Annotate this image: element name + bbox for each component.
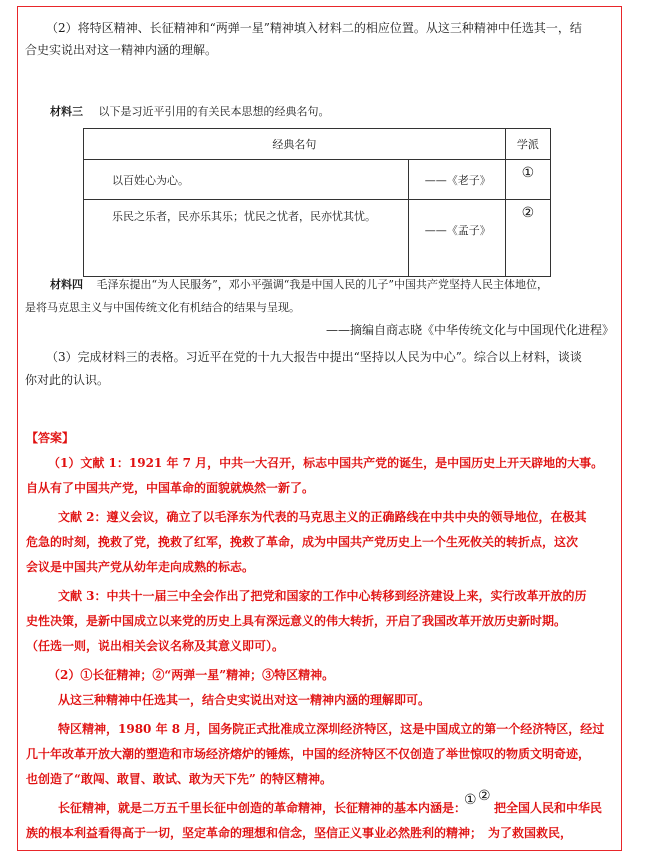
table-row bbox=[84, 200, 551, 277]
material-4-text-line: 毛泽东提出“为人民服务”，邓小平强调“我是中国人民的儿子”中国共产党坚持人民主体地位， bbox=[96, 278, 548, 291]
answer-line: 特区精神，1980 年 8 月，国务院正式批准成立深圳经济特区，这是中国成立的第一个经济特区，经过 bbox=[58, 722, 605, 736]
material-3-label: 材料三 bbox=[50, 105, 83, 118]
material-3-intro bbox=[50, 105, 330, 119]
material-3-intro-text: 以下是习近平引用的有关民本思想的经典名句。 bbox=[98, 105, 330, 118]
answer-line: 文献 2：遵义会议，确立了以毛泽东为代表的马克思主义的正确路线在中共中央的领导地位，在极其 bbox=[58, 510, 587, 524]
answer-line: 文献 3：中共十一届三中全会作出了把党和国家的工作中心转移到经济建设上来，实行改革开放的历 bbox=[58, 589, 587, 603]
question-2-text-cont: 合史实说出对这一精神内涵的理解。 bbox=[25, 43, 218, 57]
material-4-text-cont: 是将马克思主义与中国传统文化有机结合的结果与呈现。 bbox=[25, 301, 300, 314]
answer-line: 从这三种精神中任选其一，结合史实说出对这一精神内涵的理解即可。 bbox=[58, 693, 431, 707]
answer-line: 危急的时刻，挽救了党，挽救了红军，挽救了革命，成为中国共产党历史上一个生死攸关的转折点，这次 bbox=[26, 535, 579, 549]
table-header-row bbox=[84, 129, 551, 160]
table-header-school: 学派 bbox=[505, 129, 550, 160]
table-cell-quote: 乐民之乐者，民亦乐其乐；忧民之忧者，民亦忧其忧。 bbox=[84, 200, 409, 277]
answer-line: 史性决策，是新中国成立以来党的历史上具有深远意义的伟大转折，开启了我国改革开放历史新时期。 bbox=[26, 614, 567, 628]
answer-label: 【答案】 bbox=[26, 431, 75, 445]
table-cell-quote: 以百姓心为心。 bbox=[84, 160, 409, 200]
table-header-quote: 经典名句 bbox=[84, 129, 506, 160]
table-cell-source: ——《老子》 bbox=[409, 160, 506, 200]
material-4-label: 材料四 bbox=[50, 278, 83, 291]
material-4-text bbox=[50, 278, 548, 292]
table-cell-school-blank: ① bbox=[505, 160, 550, 200]
overlay-mark-2: ② bbox=[478, 788, 491, 804]
answer-line: （2）①长征精神；②“两弹一星”精神；③特区精神。 bbox=[48, 668, 335, 682]
answer-line: （1）文献 1：1921 年 7 月，中共一大召开，标志中国共产党的诞生，是中国历史上开天辟地的大事。 bbox=[48, 456, 604, 470]
table-cell-source: ——《孟子》 bbox=[409, 200, 506, 277]
answer-line: （任选一则，说出相关会议名称及其意义即可）。 bbox=[26, 639, 285, 653]
answer-line: 把全国人民和中华民 bbox=[494, 801, 603, 815]
quotes-table bbox=[83, 128, 551, 277]
answer-line: 长征精神，就是二万五千里长征中创造的革命精神，长征精神的基本内涵是： bbox=[58, 801, 467, 815]
overlay-mark-1: ① bbox=[464, 792, 477, 808]
table-row bbox=[84, 160, 551, 200]
question-3-text-cont: 你对此的认识。 bbox=[25, 373, 110, 387]
answer-line: 也创造了“敢闯、敢冒、敢试、敢为天下先” 的特区精神。 bbox=[26, 772, 332, 786]
question-3-text: （3）完成材料三的表格。习近平在党的十九大报告中提出“坚持以人民为中心”。综合以上材料，谈谈 bbox=[46, 350, 582, 364]
question-2-text: （2）将特区精神、长征精神和“两弹一星”精神填入材料二的相应位置。从这三种精神中任选其一，结 bbox=[46, 21, 582, 35]
answer-line: 几十年改革开放大潮的塑造和市场经济熔炉的锤炼，中国的经济特区不仅创造了举世惊叹的物质文明奇迹， bbox=[26, 747, 591, 761]
table-cell-school-blank: ② bbox=[505, 200, 550, 277]
material-4-source: ——摘编自商志晓《中华传统文化与中国现代化进程》 bbox=[326, 323, 615, 337]
answer-line: 族的根本利益看得高于一切，坚定革命的理想和信念，坚信正义事业必然胜利的精神； 为了救国救民， bbox=[26, 826, 573, 840]
page-frame bbox=[17, 6, 622, 851]
answer-line: 自从有了中国共产党，中国革命的面貌就焕然一新了。 bbox=[26, 481, 315, 495]
answer-line: 会议是中国共产党从幼年走向成熟的标志。 bbox=[26, 560, 255, 574]
